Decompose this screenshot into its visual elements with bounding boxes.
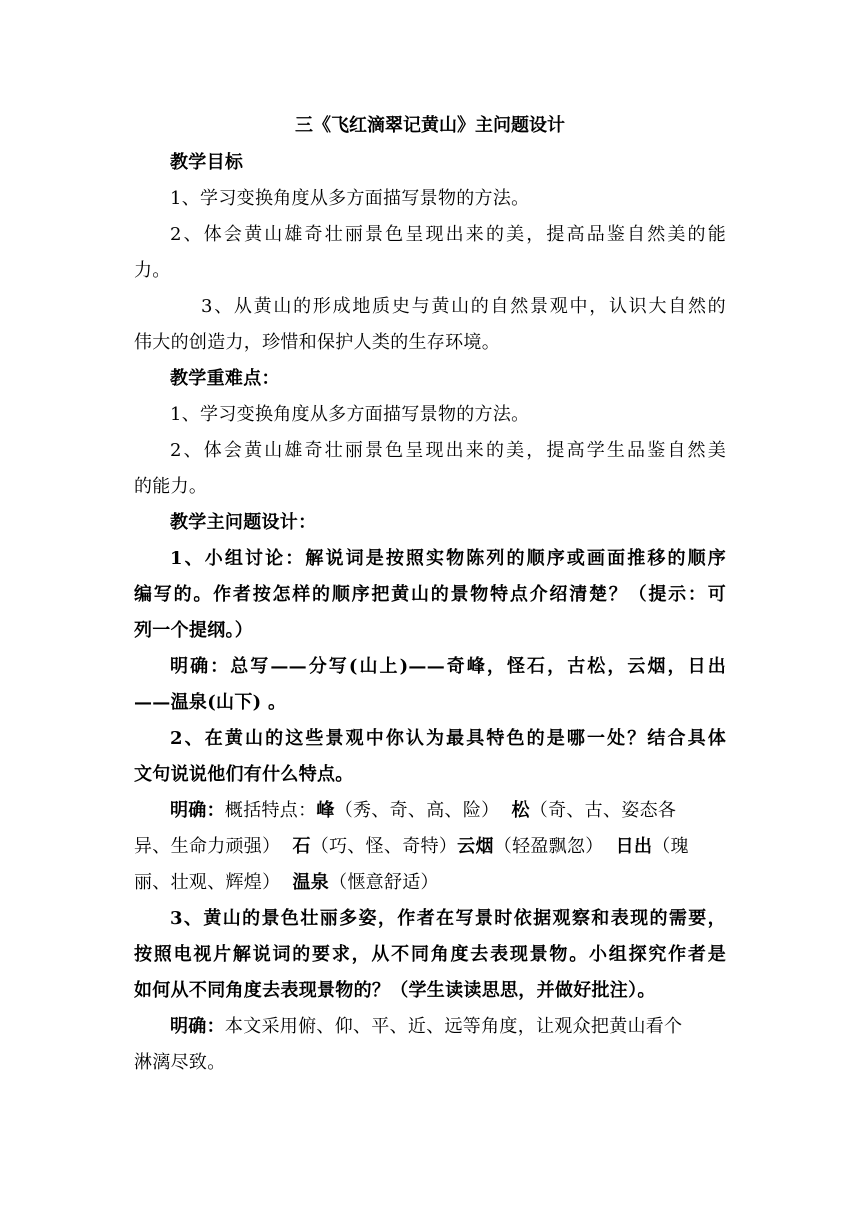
question-1-line-2: 编写的。作者按怎样的顺序把黄山的景物特点介绍清楚？（提示：可 [134,584,726,605]
goal-2-line-2: 力。 [134,260,171,281]
answer-2-line-2 [134,835,734,859]
feature-hot-spring-desc: （惬意舒适） [329,872,439,893]
answer-2-line-1 [170,799,770,823]
goal-3-line-2: 伟大的创造力，珍惜和保护人类的生存环境。 [134,332,500,353]
answer-1-line-2: ——温泉(山下) 。 [134,692,287,713]
feature-rock-desc: （巧、怪、奇特） [310,836,458,857]
answer-1-line-1: 明确：总写——分写(山上)——奇峰，怪石，古松，云烟，日出 [170,656,726,677]
question-3-line-3: 如何从不同角度去表现景物的？（学生读读思思，并做好批注）。 [134,980,656,1001]
feature-sunrise-desc-2: 丽、壮观、辉煌） [134,872,281,893]
answer-3-line-1 [170,1015,770,1039]
question-2-line-1: 2、在黄山的这些景观中你认为最具特色的是哪一处？结合具体 [170,728,726,749]
goal-1: 1、学习变换角度从多方面描写景物的方法。 [170,188,530,209]
goals-heading: 教学目标 [170,152,244,173]
goal-2-line-1: 2、体会黄山雄奇壮丽景色呈现出来的美，提高品鉴自然美的能 [170,224,726,245]
feature-peak: 峰 [316,800,335,821]
question-3-line-1: 3、黄山的景色壮丽多姿，作者在写景时依据观察和表现的需要， [170,908,726,929]
question-3-line-2: 按照电视片解说词的要求，从不同角度去表现景物。小组探究作者是 [134,944,726,965]
feature-pine-desc-1: （奇、古、姿态各 [529,800,677,821]
answer-3-label: 明确： [170,1016,225,1037]
feature-sunrise: 日出 [615,836,653,857]
key-point-1: 1、学习变换角度从多方面描写景物的方法。 [170,404,530,425]
answer-2-intro: 概括特点： [224,800,317,821]
key-point-2-line-2: 的能力。 [134,476,208,497]
key-points-heading: 教学重难点： [170,368,280,389]
feature-peak-desc: （秀、奇、高、险） [334,800,500,821]
feature-clouds: 云烟 [457,836,494,857]
question-1-line-1: 1、小组讨论：解说词是按照实物陈列的顺序或画面推移的顺序 [170,548,726,569]
goal-3-line-1: 3、从黄山的形成地质史与黄山的自然景观中，认识大自然的 [201,296,726,317]
main-questions-heading: 教学主问题设计： [170,512,317,533]
feature-hot-spring: 温泉 [292,872,330,893]
answer-3-text-1: 本文采用俯、仰、平、近、远等角度，让观众把黄山看个 [224,1016,683,1037]
feature-sunrise-desc-1: （瑰 [652,836,689,857]
answer-2-line-3 [134,871,734,895]
feature-rock: 石 [292,836,311,857]
answer-2-label: 明确： [170,800,225,821]
feature-clouds-desc: （轻盈飘忽） [493,836,604,857]
feature-pine: 松 [511,800,530,821]
question-2-line-2: 文句说说他们有什么特点。 [134,764,354,785]
key-point-2-line-1: 2、体会黄山雄奇壮丽景色呈现出来的美，提高学生品鉴自然美 [170,440,726,461]
page-title: 三《飞红滴翠记黄山》主问题设计 [295,115,565,136]
feature-pine-desc-2: 异、生命力顽强） [134,836,281,857]
answer-3-line-2: 淋漓尽致。 [134,1052,226,1073]
question-1-line-3: 列一个提纲。） [134,620,254,641]
